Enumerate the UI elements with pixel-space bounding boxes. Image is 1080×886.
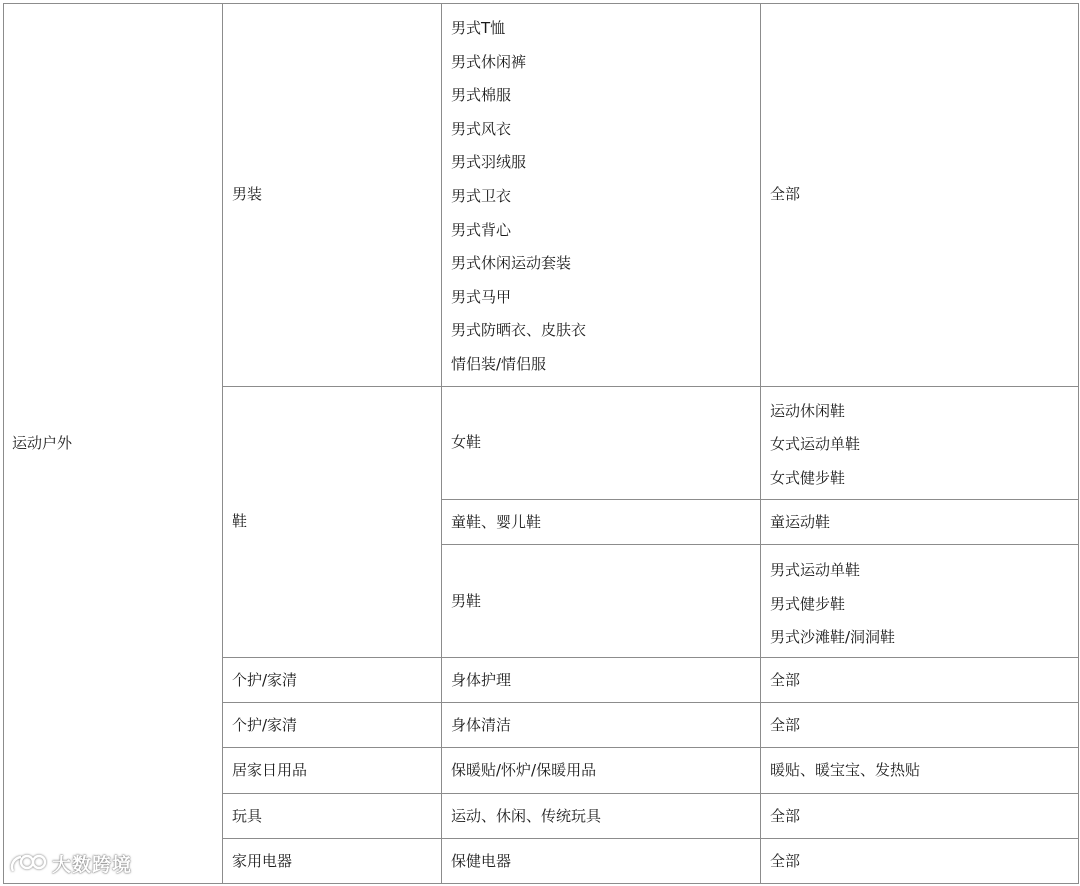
scope-cell-men-shoes <box>761 545 1079 658</box>
scope-label: 全部 <box>770 184 801 203</box>
scope-label: 暖贴、暖宝宝、发热贴 <box>770 761 921 780</box>
subcategory-label: 鞋 <box>232 512 248 531</box>
table-row-menswear <box>4 4 1079 387</box>
item-cell <box>442 748 761 794</box>
subcategory-cell <box>223 839 442 884</box>
subcategory-label: 个护/家清 <box>232 715 298 734</box>
scope-cell <box>761 658 1079 703</box>
item-label: 男鞋 <box>451 591 482 610</box>
scope-cell-menswear <box>761 4 1079 387</box>
items-cell-women-shoes <box>442 386 761 500</box>
subcategory-cell-shoes <box>223 386 442 658</box>
scope-cell <box>761 794 1079 839</box>
category-table <box>3 3 1079 884</box>
list-item: 男式卫衣 <box>451 186 512 205</box>
item-label: 童鞋、婴儿鞋 <box>451 512 542 531</box>
list-item: 男式T恤 <box>451 19 506 37</box>
list-item: 女式运动单鞋 <box>770 435 861 454</box>
list-item: 情侣装/情侣服 <box>451 354 547 373</box>
subcategory-cell <box>223 703 442 748</box>
scope-label: 全部 <box>770 670 801 689</box>
list-item: 运动休闲鞋 <box>770 401 846 420</box>
subcategory-cell <box>223 658 442 703</box>
list-item: 男式休闲裤 <box>451 52 527 71</box>
scope-cell-kids-shoes <box>761 500 1079 545</box>
list-item: 男式马甲 <box>451 287 512 306</box>
weibo-logo-icon <box>8 851 48 877</box>
scope-cell <box>761 703 1079 748</box>
subcategory-label: 男装 <box>232 184 263 203</box>
item-cell <box>442 703 761 748</box>
watermark <box>8 850 132 877</box>
scope-label: 全部 <box>770 806 801 825</box>
list-item: 男式运动单鞋 <box>770 560 861 579</box>
item-label: 保健电器 <box>451 851 512 870</box>
scope-cell <box>761 839 1079 884</box>
items-cell-men-shoes <box>442 545 761 658</box>
item-label: 身体清洁 <box>451 715 512 734</box>
item-label: 身体护理 <box>451 670 512 689</box>
category-cell <box>4 4 223 884</box>
subcategory-label: 家用电器 <box>232 851 293 870</box>
list-item: 男式风衣 <box>451 119 512 138</box>
subcategory-label: 居家日用品 <box>232 761 308 780</box>
items-cell-kids-shoes <box>442 500 761 545</box>
item-label: 运动、休闲、传统玩具 <box>451 806 602 825</box>
list-item: 男式健步鞋 <box>770 594 846 613</box>
subcategory-cell <box>223 748 442 794</box>
scope-label: 童运动鞋 <box>770 512 831 531</box>
list-item: 男式羽绒服 <box>451 153 527 172</box>
subcategory-cell-menswear <box>223 4 442 387</box>
watermark-text: 大数跨境 <box>52 854 133 876</box>
scope-cell <box>761 748 1079 794</box>
subcategory-label: 玩具 <box>232 806 263 825</box>
list-item: 男式沙滩鞋/洞洞鞋 <box>770 628 896 647</box>
item-label: 女鞋 <box>451 433 482 452</box>
subcategory-label: 个护/家清 <box>232 670 298 689</box>
list-item: 男式棉服 <box>451 86 512 105</box>
items-cell-menswear <box>442 4 761 387</box>
item-cell <box>442 794 761 839</box>
list-item: 男式防晒衣、皮肤衣 <box>451 321 587 340</box>
scope-label: 全部 <box>770 851 801 870</box>
item-cell <box>442 658 761 703</box>
scope-label: 全部 <box>770 715 801 734</box>
item-label: 保暖贴/怀炉/保暖用品 <box>451 761 597 780</box>
list-item: 男式背心 <box>451 220 512 239</box>
scope-cell-women-shoes <box>761 386 1079 500</box>
list-item: 男式休闲运动套装 <box>451 254 572 273</box>
list-item: 女式健步鞋 <box>770 468 846 487</box>
category-label: 运动户外 <box>12 433 73 452</box>
item-cell <box>442 839 761 884</box>
subcategory-cell <box>223 794 442 839</box>
